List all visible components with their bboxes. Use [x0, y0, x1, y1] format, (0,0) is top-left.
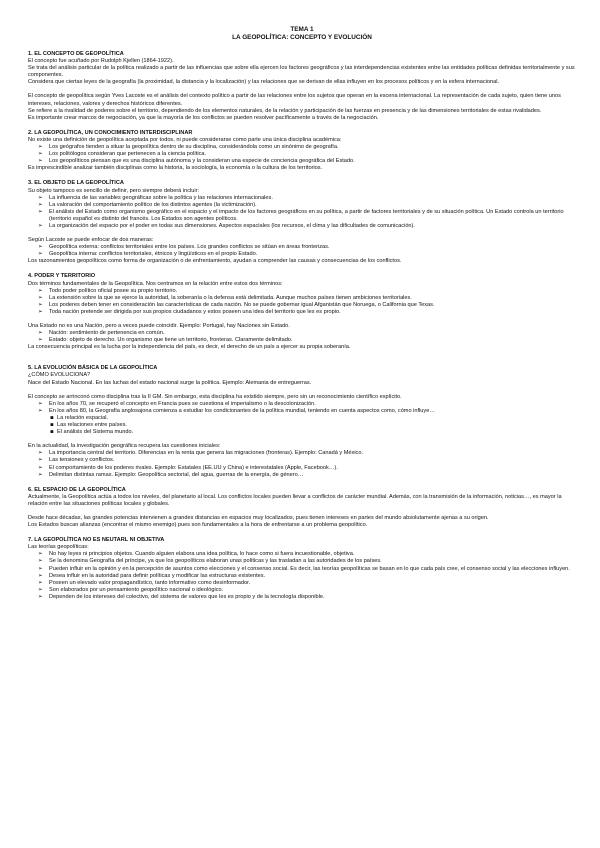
list-item: ➢ En los años 80, la Geografía anglosajona comienza a estudiar los condicionantes de la política mundial, teniendo en cuenta aspectos como, cómo influye…: [28, 408, 576, 415]
list-item: ▪ La relación espacial.: [28, 415, 576, 422]
list-item: ➢ Pueden influir en la opinión y en la percepción de asuntos como elecciones y el consenso social. Es decir, las teorías geopolíticas se basan en lo que cada país cree, el consenso social y las elecciones influyen.: [28, 566, 576, 573]
document-title: [28, 26, 576, 42]
section-4: [28, 273, 576, 351]
s6-paragraph: Desde hace décadas, las grandes potencias intervienen a grandes distancias en espacios muy localizados, pues tienen intereses en partes del mundo absolutamente ajenas a su origen.: [28, 514, 489, 521]
s1-paragraph: Considera que ciertas leyes de la geografía (la proximidad, la distancia y la localización) y las relaciones que se derivan de ellas influyen en los procesos políticos y en la esfera internacional.: [28, 79, 500, 86]
s4-list-2: [28, 330, 576, 344]
list-item: ➢ Geopolítica interna: conflictos territoriales, étnicos y lingüísticos en el propio Estado.: [28, 251, 576, 258]
list-item: ➢ En los años 70, se recuperó el concepto en Francia pues se cuestiona el imperialismo o la descolonización.: [28, 401, 576, 408]
s3-lacoste: Según Lacoste se puede enfocar de dos maneras:: [28, 237, 154, 244]
s5-question: ¿CÓMO EVOLUCIONA?: [28, 372, 91, 379]
list-item: ➢ Delimitan distintas ramas. Ejemplo: Geopolítica sectorial, del agua, guerras de la energía, de género…: [28, 472, 576, 479]
section-7-heading: 7. LA GEOPOLÍTICA NO ES NEUTARL NI OBJETIVA: [28, 537, 165, 544]
list-item: ➢ Las tensiones y conflictos.: [28, 457, 576, 464]
s3-list-2: [28, 244, 576, 258]
section-6: [28, 487, 576, 529]
title-line-1: TEMA 1: [290, 26, 314, 33]
document-page: [28, 26, 576, 601]
list-item: ▪ El análisis del Sistema mundo.: [28, 429, 576, 436]
list-item: ➢ Nación: sentimiento de pertenencia en común.: [28, 330, 576, 337]
s1-paragraph: Se refiere a la rivalidad de poderes sobre el territorio, dependiendo de los elementos naturales, de la relación y participación de las fuerzas en presencia y de las dimensiones territoriales de estas rivalidades.: [28, 107, 542, 114]
section-2: [28, 130, 576, 173]
s2-outro: Es imprescindible analizar también disciplinas como la historia, la sociología, la economía o la cultura de los territorios.: [28, 165, 323, 172]
s5-paragraph: En la actualidad, la investigación geográfica recupera las cuestiones iniciales:: [28, 443, 221, 450]
s4-list: [28, 288, 576, 316]
list-item: ➢ La valoración del comportamiento político de los distintos agentes (la victimización).: [28, 202, 576, 209]
list-item: ➢ Desea influir en la autoridad para definir políticas y modificar las estructuras existentes.: [28, 573, 576, 580]
section-2-heading: 2. LA GEOPOLÍTICA, UN CONOCIMIENTO INTERDISCIPLINAR: [28, 129, 193, 136]
s4-intro: Dos términos fundamentales de la Geopolítica. Nos centramos en la relación entre estos dos términos:: [28, 280, 283, 287]
list-item: ➢ La influencia de las variables geográficas sobre la política y las relaciones internacionales.: [28, 195, 576, 202]
s6-paragraph: Actualmente, la Geopolítica actúa a todos los niveles, del planetario al local. Los conflictos locales pueden llevar a conflictos de carácter mundial. Además, con la transmisión de la información, noticias…, es mayor la relación entre las situaciones políticas locales y globales.: [28, 493, 562, 507]
list-item: ➢ La organización del espacio por el poder en todas sus dimensiones. Aspectos espaciales (los recursos, el clima y las dificultades de comunicación).: [28, 223, 576, 230]
s1-paragraph: Es importante crear marcos de negociación, ya que la mayoría de los conflictos se pueden resolver pacíficamente a través de la negociación.: [28, 114, 379, 121]
s5-paragraph: El concepto se arrinconó como disciplina tras la II GM. Sin embargo, esta disciplina ha existido siempre, pero sin un reconocimiento científico explícito.: [28, 393, 402, 400]
s3-intro: Su objeto tampoco es sencillo de definir, pero siempre deberá incluir:: [28, 187, 200, 194]
section-6-heading: 6. EL ESPACIO DE LA GEOPOLÍTICA: [28, 486, 126, 493]
section-3: [28, 180, 576, 265]
list-item: ➢ La importancia central del territorio. Diferencias en la renta que genera las migraciones (fronteras). Ejemplo: Canadá y México.: [28, 450, 576, 457]
list-item: ➢ El análisis del Estado como organismo geográfico en el espacio y el impacto de los factores geográficos en su política, a partir de factores territoriales y de su situación política. Un Estado controla un territorio (territorio español es distinto del francés. Los Estados son agentes políticos.: [28, 209, 576, 223]
section-7: [28, 537, 576, 601]
list-item: ➢ Estado: objeto de derecho. Un organismo que tiene un territorio, fronteras. Claramente delimitado.: [28, 337, 576, 344]
list-item: ➢ No hay leyes ni principios objetos. Cuando alguien elabora una idea política, lo hace como si fuera incuestionable, objetiva.: [28, 551, 576, 558]
list-item: ➢ Toda nación pretende ser dirigida por sus propios ciudadanos y estos poseen una idea del territorio que les es propio.: [28, 309, 576, 316]
list-item: ➢ Son elaborados por un pensamiento geopolítico nacional o ideológico.: [28, 587, 576, 594]
list-item: ➢ Geopolítica externa: conflictos territoriales entre los países. Los grandes conflictos se sitúan en áreas fronterizas.: [28, 244, 576, 251]
s3-outro: Los razonamientos geopolíticos como forma de organización o de enfrentamiento, ayudan a comprender las causas y consecuencias de los conflictos.: [28, 258, 402, 265]
s5-list-2: [28, 450, 576, 478]
s1-paragraph: El concepto de geopolítica según Yves Lacoste es el análisis del contexto político a partir de las relaciones entre los sujetos que operan en la escena internacional. La representación de cada sujeto, quien tiene unos intereses, relaciones, valores y derechos históricos diferentes.: [28, 93, 561, 107]
s3-list: [28, 195, 576, 230]
s7-intro: Las teorías geopolíticas:: [28, 544, 89, 551]
s5-paragraph: Nace del Estado Nacional. En las luchas del estado nacional surge la política. Ejemplo: Alemania de entreguerras.: [28, 379, 312, 386]
list-item: ➢ Todo poder político oficial posee su propio territorio.: [28, 288, 576, 295]
list-item: ➢ Los geógrafos tienden a situar la geopolítica dentro de su disciplina, considerándola como un sinónimo de geografía.: [28, 144, 576, 151]
s2-intro: No existe una definición de geopolítica aceptada por todos, ni puede considerarse como parte una única disciplina académica:: [28, 136, 342, 143]
list-item: ➢ Los geopolíticos piensan que es una disciplina autónoma y la consideran una especie de conciencia geográfica del Estado.: [28, 158, 576, 165]
s5-sublist: [28, 415, 576, 436]
list-item: ➢ El comportamiento de los poderes rivales. Ejemplo: Estatales (EE.UU y China) e interestatales (Apple, Facebook…).: [28, 465, 576, 472]
list-item: ➢ Los politólogos consideran que pertenecen a la ciencia política.: [28, 151, 576, 158]
section-3-heading: 3. EL OBJETO DE LA GEOPOLÍTICA: [28, 180, 124, 187]
list-item: ➢ Dependen de los intereses del colectivo, del sistema de valores que les es propio y de la tecnología disponible.: [28, 594, 576, 601]
s1-paragraph: Se trata del análisis particular de la política realizado a partir de las influencias que sobre ella ejercen los factores geográficos y las interdependencias existentes entre las entidades políticas definidas territorialmente y sus componentes.: [28, 65, 575, 79]
section-1-heading: 1. EL CONCEPTO DE GEOPOLÍTICA: [28, 51, 124, 57]
list-item: ➢ Se la denomina Geografía del príncipe, ya que los geopolíticos elaboran unas políticas y las trasladan a las autoridades de los países.: [28, 558, 576, 565]
list-item: ▪ Las relaciones entre países.: [28, 422, 576, 429]
section-1: [28, 51, 576, 122]
s6-paragraph: Los Estados buscan alianzas (encontrar el mismo enemigo) pues son fundamentales a la hora de enfrentarse a un problema geopolítico.: [28, 522, 368, 529]
section-5-heading: 5. LA EVOLUCIÓN BÁSICA DE LA GEOPOLÍTICA: [28, 365, 158, 372]
list-item: ➢ Los poderes deben tener en consideración las características de cada nación. No se puede gobernar igual Afganistán que Noruega, o California que Texas.: [28, 302, 576, 309]
s5-list: [28, 401, 576, 415]
s4-outro: La consecuencia principal es la lucha por la independencia del país, es decir, el derecho de un país a ejercer su propia soberanía.: [28, 344, 351, 351]
section-5: [28, 365, 576, 478]
list-item: ➢ La extensión sobre la que se ejerce la autoridad, la soberanía o la defensa está delimitada. Aunque muchos países tienen ambiciones territoriales.: [28, 295, 576, 302]
s4-nation: Una Estado no es una Nación, pero a veces puede coincidir. Ejemplo: Portugal, hay Naciones sin Estado.: [28, 323, 290, 329]
s7-list: [28, 551, 576, 601]
section-4-heading: 4. PODER Y TERRITORIO: [28, 273, 96, 280]
title-line-2: LA GEOPOLÍTICA: CONCEPTO Y EVOLUCIÓN: [232, 34, 372, 41]
list-item: ➢ Poseen un elevado valor propagandístico, tanto informativo como desinformador.: [28, 580, 576, 587]
s2-list: [28, 144, 576, 165]
s1-paragraph: El concepto fue acuñado por Rudolph Kjellen (1864-1922).: [28, 58, 174, 65]
